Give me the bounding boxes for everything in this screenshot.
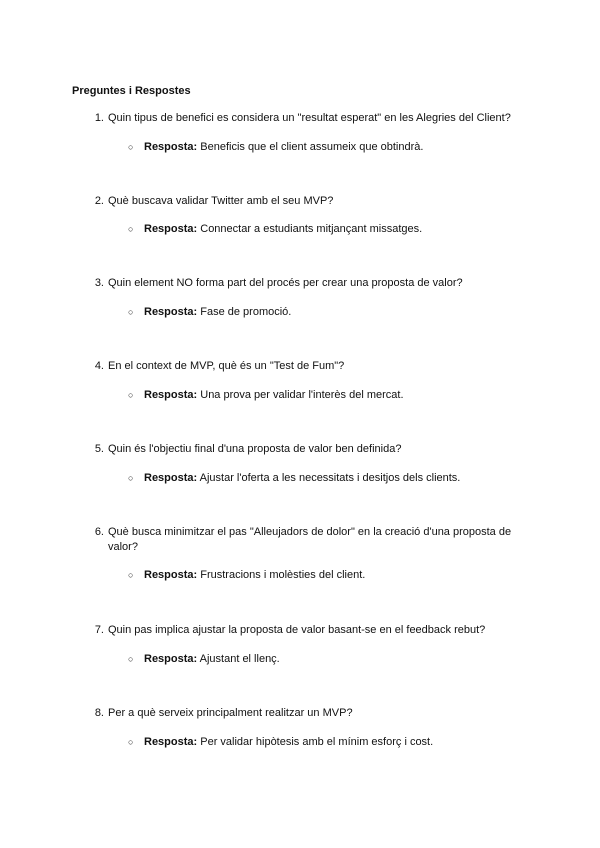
document-title: Preguntes i Respostes xyxy=(72,85,191,97)
question-text: Què buscava validar Twitter amb el seu MVP? xyxy=(108,195,334,207)
question-text: Quin és l'objectiu final d'una proposta de valor ben definida? xyxy=(108,443,402,455)
question-1 xyxy=(88,111,528,126)
answer-8 xyxy=(128,735,528,750)
question-6 xyxy=(88,525,528,555)
answer-text: Connectar a estudiants mitjançant missatges. xyxy=(200,223,423,235)
question-3 xyxy=(88,276,528,291)
bullet-circle-icon: ○ xyxy=(128,142,134,152)
answer-1 xyxy=(128,140,528,155)
bullet-circle-icon: ○ xyxy=(128,224,134,234)
answer-label: Resposta: xyxy=(144,653,198,665)
question-number: 7. xyxy=(94,624,104,636)
answer-text: Ajustant el llenç. xyxy=(199,653,280,665)
question-number: 3. xyxy=(94,277,104,289)
answer-2 xyxy=(128,222,528,237)
question-number: 4. xyxy=(94,360,104,372)
answer-label: Resposta: xyxy=(144,141,198,153)
answer-3 xyxy=(128,305,528,320)
question-4 xyxy=(88,359,528,374)
bullet-circle-icon: ○ xyxy=(128,570,134,580)
answer-label: Resposta: xyxy=(144,736,198,748)
question-text: Què busca minimitzar el pas "Alleujadors de dolor" en la creació d'una proposta de valor? xyxy=(108,526,512,553)
bullet-circle-icon: ○ xyxy=(128,473,134,483)
answer-label: Resposta: xyxy=(144,472,198,484)
question-2 xyxy=(88,194,528,209)
answer-label: Resposta: xyxy=(144,223,198,235)
question-text: En el context de MVP, què és un "Test de Fum"? xyxy=(108,360,345,372)
question-number: 1. xyxy=(94,112,104,124)
question-number: 2. xyxy=(94,195,104,207)
answer-text: Per validar hipòtesis amb el mínim esforç i cost. xyxy=(200,736,434,748)
question-text: Quin pas implica ajustar la proposta de valor basant-se en el feedback rebut? xyxy=(108,624,486,636)
question-text: Quin element NO forma part del procés per crear una proposta de valor? xyxy=(108,277,463,289)
bullet-circle-icon: ○ xyxy=(128,737,134,747)
bullet-circle-icon: ○ xyxy=(128,307,134,317)
question-number: 6. xyxy=(94,526,104,538)
answer-text: Una prova per validar l'interès del mercat. xyxy=(200,389,404,401)
answer-text: Frustracions i molèsties del client. xyxy=(200,569,366,581)
answer-text: Ajustar l'oferta a les necessitats i desitjos dels clients. xyxy=(199,472,461,484)
answer-text: Fase de promoció. xyxy=(200,306,292,318)
question-8 xyxy=(88,706,528,721)
question-number: 8. xyxy=(94,707,104,719)
answer-label: Resposta: xyxy=(144,389,198,401)
answer-6 xyxy=(128,568,528,583)
question-text: Quin tipus de benefici es considera un "resultat esperat" en les Alegries del Client? xyxy=(108,112,511,124)
answer-label: Resposta: xyxy=(144,306,198,318)
answer-4 xyxy=(128,388,528,403)
bullet-circle-icon: ○ xyxy=(128,654,134,664)
answer-5 xyxy=(128,471,528,486)
question-text: Per a què serveix principalment realitzar un MVP? xyxy=(108,707,353,719)
question-5 xyxy=(88,442,528,457)
question-7 xyxy=(88,623,528,638)
answer-7 xyxy=(128,652,528,667)
bullet-circle-icon: ○ xyxy=(128,390,134,400)
answer-text: Beneficis que el client assumeix que obtindrà. xyxy=(200,141,424,153)
question-number: 5. xyxy=(94,443,104,455)
answer-label: Resposta: xyxy=(144,569,198,581)
